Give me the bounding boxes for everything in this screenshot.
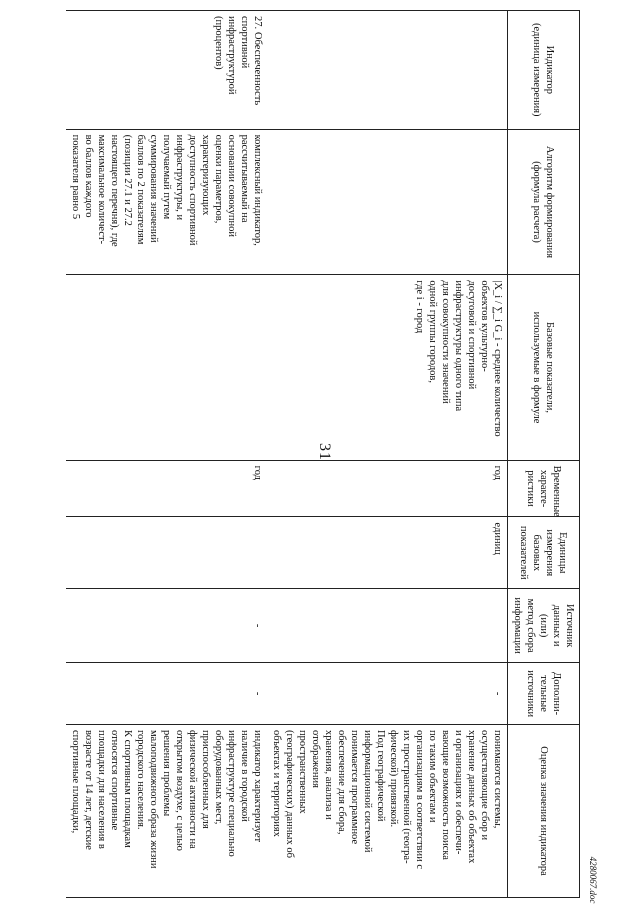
cell-extra-sources: - bbox=[66, 663, 267, 725]
header-assessment: Оценка значения индикатора bbox=[508, 724, 580, 897]
cell-source: - bbox=[66, 589, 267, 663]
header-row bbox=[508, 11, 580, 898]
header-algorithm: Алгоритм формирования (формула расчета) bbox=[508, 129, 580, 275]
row-number: 27. bbox=[252, 16, 263, 30]
cell-base-indicators bbox=[66, 275, 267, 460]
indicator-table bbox=[70, 10, 580, 898]
cell-time: год bbox=[66, 460, 267, 517]
footer-file-name: 4280067.doc bbox=[588, 856, 598, 904]
cell-assessment: индикатор характеризует наличие в городской инфраструктуре специально оборудованных мест, приспособленных для физической активности на открытом воздухе, с целью решения проблемы малоподвижного образа жизни городского населения. К спортивным площадкам относятся спортивные площадки для населения в возрасте от 14 лет, детские спортивные площадки, bbox=[66, 724, 267, 897]
header-base-indicators: Базовые показатели, используемые в формуле bbox=[508, 275, 580, 460]
cell-time: год bbox=[267, 460, 508, 517]
table-container bbox=[70, 10, 640, 876]
cell-units bbox=[66, 517, 267, 589]
cell-assessment: понимаются системы, осуществляющие сбор и хранение данных об объектах и организациях и обеспечи- вающие возможность поиска по таким объектам и организациям в соответствии с их пространственной (геогра- фической) привязкой. Под географической информационной системой понимается программное обеспечение для сбора, хранения, анализа и отображения пространственных (географических) данных об объектах и территориях bbox=[267, 724, 508, 897]
cell-units: единиц bbox=[267, 517, 508, 589]
header-source: Источник данных и (или) метод сбора информации bbox=[508, 589, 580, 663]
header-extra-sources: Дополни- тельные источники bbox=[508, 663, 580, 725]
table-row bbox=[267, 11, 508, 898]
header-units: Единицы измерения базовых показателей bbox=[508, 517, 580, 589]
cell-extra-sources: - bbox=[267, 663, 508, 725]
cell-base-indicators: |X_i / ∑_i G_i - среднее количество объектов культурно- досуговой и спортивной инфраструктуры одного типа для совокупности значений одной группы городов, где i - город bbox=[267, 275, 508, 460]
header-time: Временные характе- ристики bbox=[508, 460, 580, 517]
table-row bbox=[66, 11, 267, 898]
page-number: 31 bbox=[316, 443, 333, 461]
cell-indicator: 27.Обеспеченность спортивной инфраструктурой (процентов) bbox=[66, 11, 267, 130]
header-indicator: Индикатор (единица измерения) bbox=[508, 11, 580, 130]
cell-indicator bbox=[267, 11, 508, 130]
cell-source bbox=[267, 589, 508, 663]
cell-algorithm bbox=[267, 129, 508, 275]
cell-algorithm: комплексный индикатор, рассчитываемый на основании совокупной оценки параметров, характеризующих доступность спортивной инфраструктуры, и получаемый путем суммирования значений баллов по 2 показателям (позиции 27.1 и 27.2 настоящего перечня), где максимальное количест- во баллов каждого показателя равно 5 bbox=[66, 129, 267, 275]
